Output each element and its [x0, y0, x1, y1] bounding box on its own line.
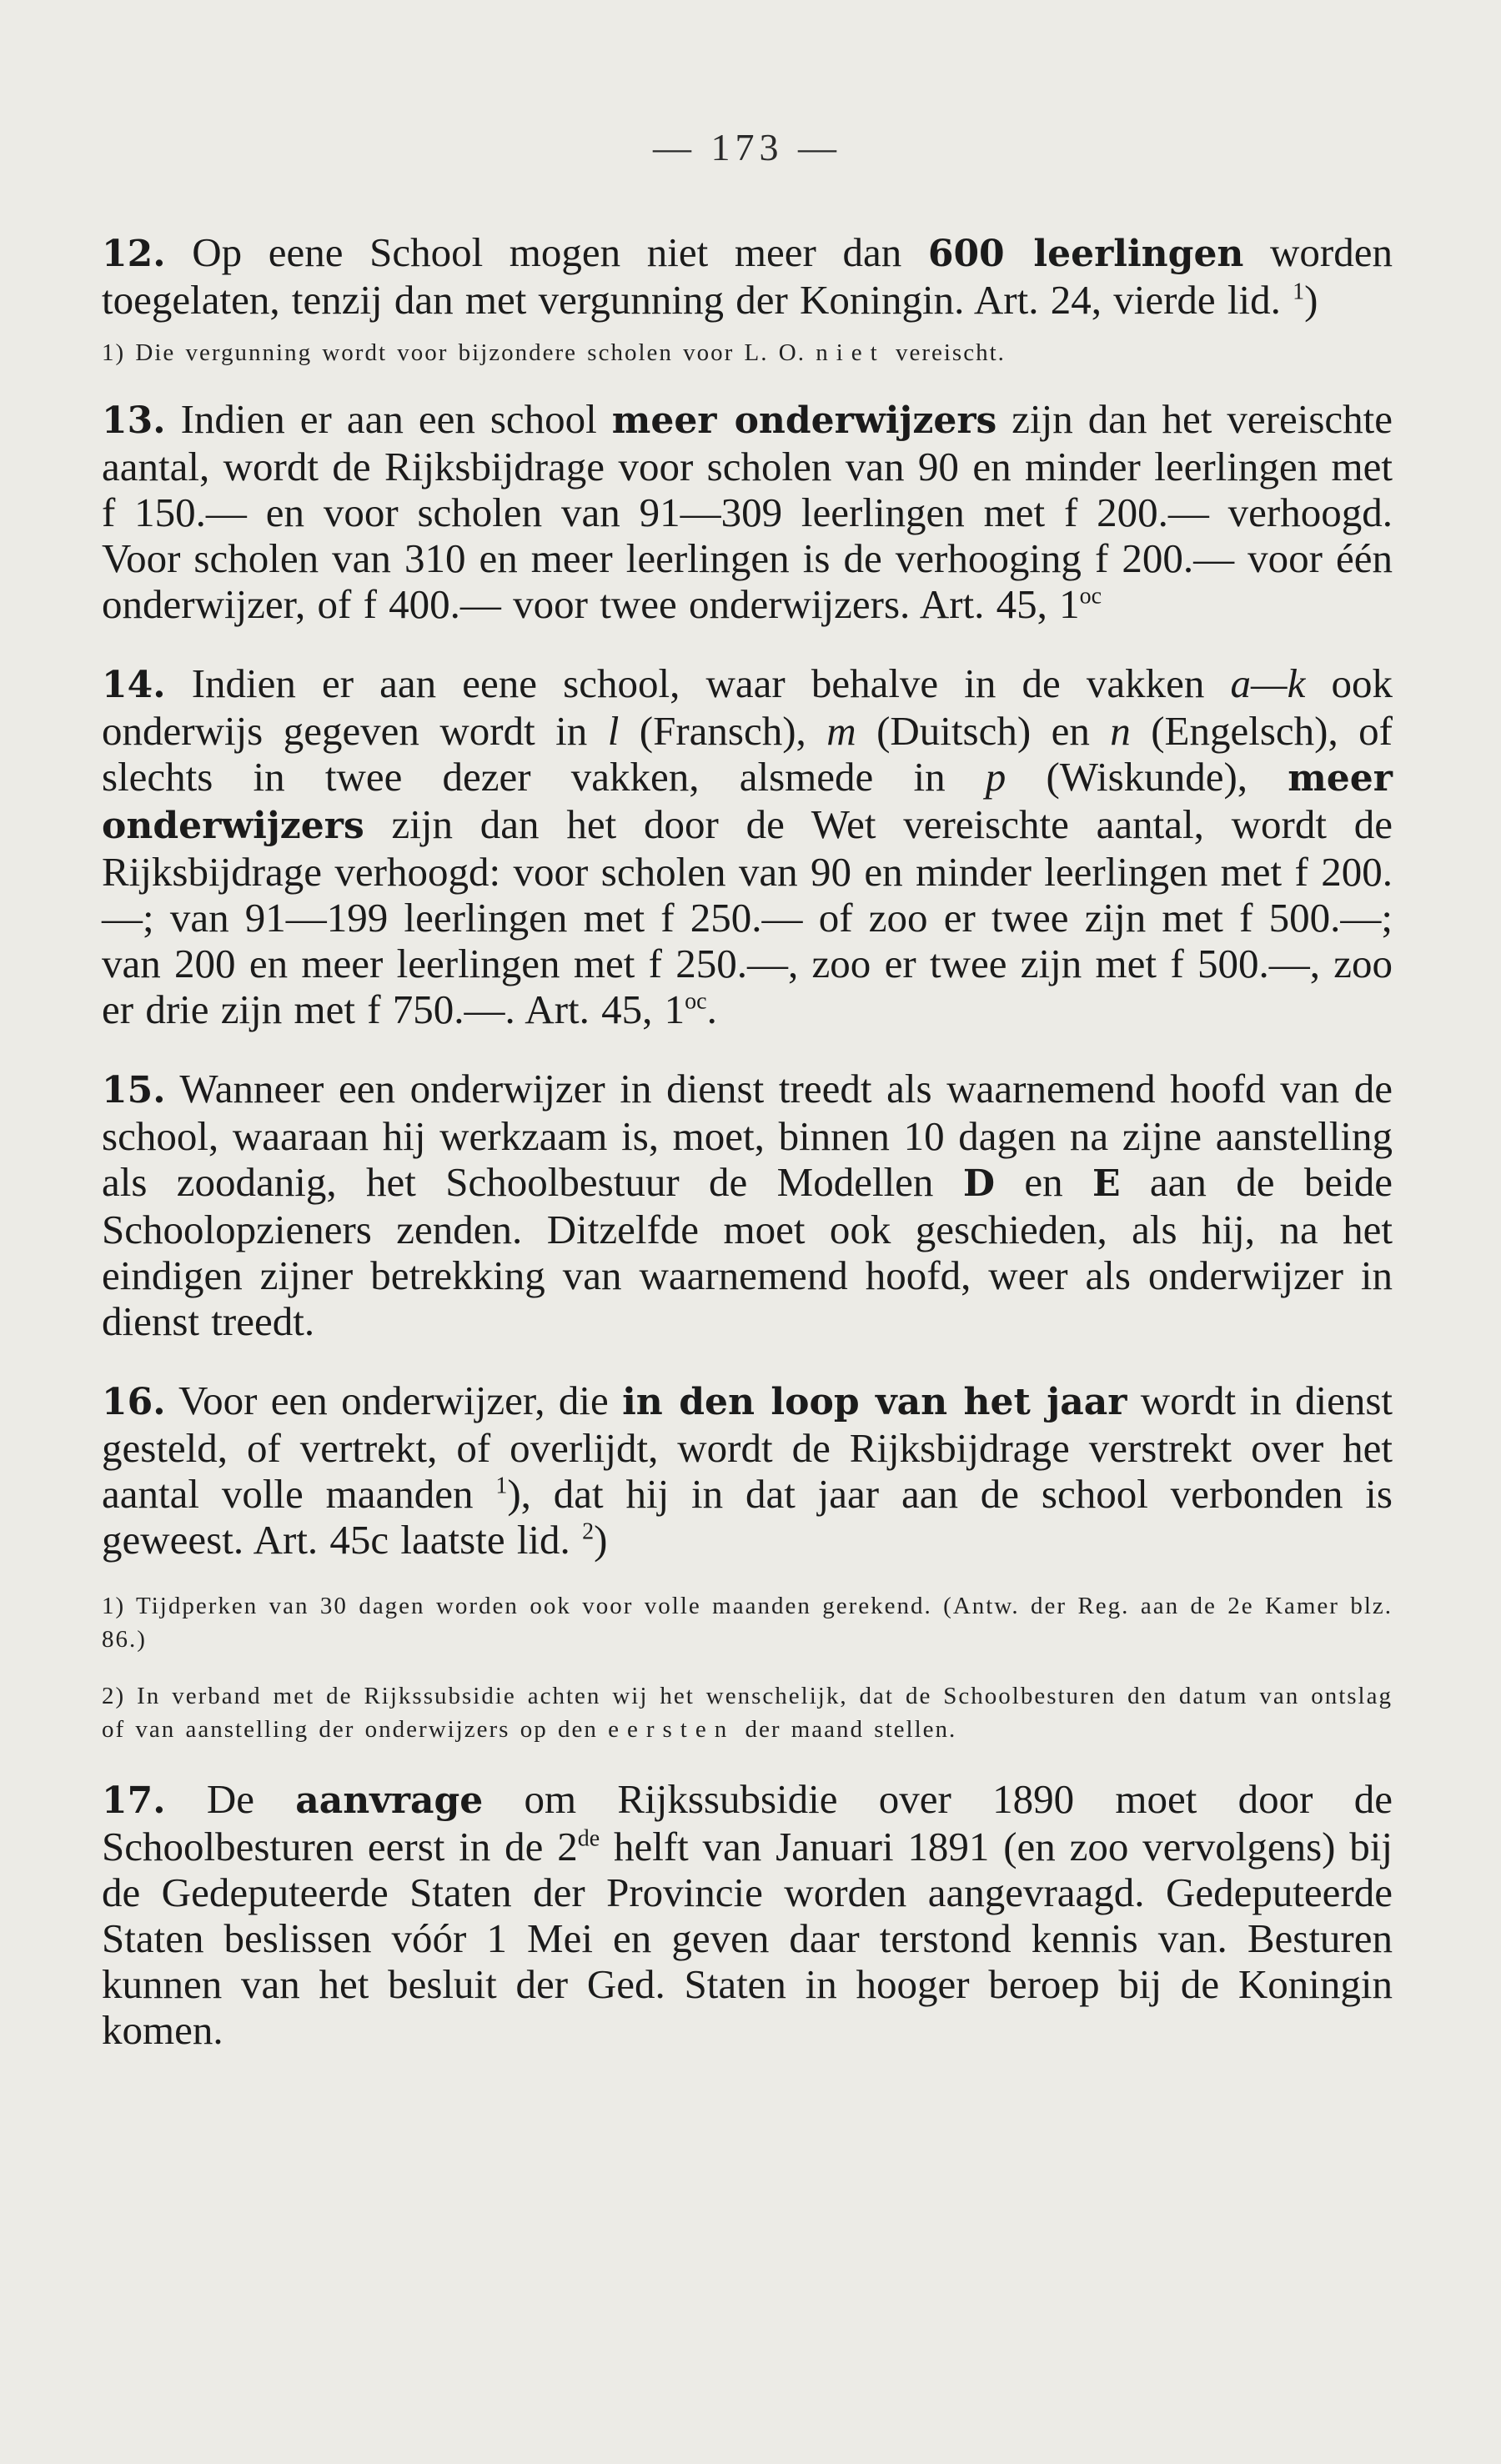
footnote-3 [102, 1679, 1393, 1746]
text: (Engelsch), of slechts in twee dezer vakken, alsmede in [102, 708, 1393, 800]
bold-text: meer onderwijzers [611, 399, 997, 442]
superscript: oc [685, 988, 707, 1015]
text: . [706, 986, 717, 1032]
text: om Rijkssubsidie over 1890 moet door de Schoolbesturen eerst in de 2 [102, 1776, 1393, 1869]
bold-text: meer onderwijzers [102, 757, 1393, 847]
bold-text: E [1092, 1162, 1121, 1205]
bold-text: in den loop van het jaar [622, 1381, 1127, 1423]
text: (Wiskunde), [1006, 754, 1288, 800]
text: worden toegelaten, tenzij dan met vergunning der Koningin. Art. 24, vierde lid. [102, 229, 1393, 323]
page-number: — 173 — [653, 126, 841, 168]
paragraph-16 [102, 1378, 1393, 1563]
text: Indien er aan eene school, waar behalve in de vakken [165, 660, 1231, 706]
text: der maand stellen. [735, 1716, 957, 1743]
text: helft van Januari 1891 (en zoo vervolgens) bij de Gedeputeerde Staten der Provincie worden aangevraagd. Gedeputeerde Staten beslissen vóór 1 Mei en geven daar terstond kennis van. Besturen kunnen van het besluit der Ged. Staten in hooger beroep bij de Koningin komen. [102, 1824, 1393, 2053]
text: ook onderwijs gegeven wordt in [102, 660, 1393, 754]
text: ) [594, 1517, 608, 1563]
paragraph-15 [102, 1066, 1393, 1344]
text: zijn dan het door de Wet vereischte aantal, wordt de Rijksbijdrage verhoogd: voor scholen van 90 en minder leerlingen met f 200.—; van 91—199 leerlingen met f 250.— of zoo er twee zijn met f 500.—; van 200 en meer leerlingen met f 250.—, zoo er twee zijn met f 500.—, zoo er drie zijn met f 750.—. Art. 45, 1 [102, 801, 1393, 1032]
text: Indien er aan een school [165, 396, 612, 442]
section-number: 15. [102, 1069, 166, 1112]
superscript: de [577, 1825, 600, 1852]
text: zijn dan het vereischte aantal, wordt de Rijksbijdrage voor scholen van 90 en minder leerlingen met f 150.— en voor scholen van 91—309 leerlingen met f 200.— verhoogd. Voor scholen van 310 en meer leerlingen is de verhooging f 200.— voor één onderwijzer, of f 400.— voor twee onderwijzers. Art. 45, 1 [102, 396, 1393, 627]
text: ), dat hij in dat jaar aan de school verbonden is geweest. Art. 45c laatste lid. [102, 1471, 1393, 1563]
text: ) [1304, 277, 1318, 323]
text: en [994, 1159, 1092, 1205]
paragraph-14 [102, 660, 1393, 1032]
bold-text: aanvrage [295, 1779, 484, 1822]
text: (Duitsch) en [856, 708, 1111, 754]
paragraph-13 [102, 396, 1393, 627]
text: 1) Die vergunning wordt voor bijzondere scholen voor L. O. [102, 339, 816, 366]
footnote-ref: 1 [495, 1473, 508, 1499]
italic-text: m [826, 708, 856, 754]
paragraph-17 [102, 1776, 1393, 2053]
footnote-ref: 1 [1293, 279, 1305, 305]
text: Voor een onderwijzer, die [165, 1378, 623, 1423]
text: 2) In verband met de Rijkssubsidie achten wij het wenschelijk, dat de Schoolbesturen den datum van ontslag of van aanstelling der onderwijzers op den [102, 1683, 1393, 1743]
italic-text: a—k [1230, 660, 1306, 706]
spaced-text: niet [816, 339, 886, 366]
section-number: 12. [102, 233, 166, 275]
footnote-1 [102, 336, 1393, 369]
spaced-text: eersten [608, 1716, 735, 1743]
italic-text: p [985, 754, 1007, 800]
superscript: oc [1079, 583, 1102, 610]
section-number: 17. [102, 1779, 166, 1822]
text: 1) Tijdperken van 30 dagen worden ook voor volle maanden gerekend. (Antw. der Reg. aan de 2e Kamer blz. 86.) [102, 1593, 1393, 1653]
paragraph-12 [102, 229, 1393, 323]
section-number: 13. [102, 399, 166, 442]
text: wordt in dienst gesteld, of vertrekt, of overlijdt, wordt de Rijksbijdrage verstrekt over het aantal volle maanden [102, 1378, 1393, 1517]
text: aan de beide Schoolopzieners zenden. Ditzelfde moet ook geschieden, als hij, na het eindigen zijner betrekking van waarnemend hoofd, weer als onderwijzer in dienst treedt. [102, 1159, 1393, 1344]
text: De [165, 1776, 296, 1822]
bold-text: D [962, 1162, 995, 1205]
section-number: 14. [102, 664, 166, 706]
italic-text: l [607, 708, 620, 754]
footnote-ref: 2 [582, 1518, 595, 1545]
footnote-2 [102, 1589, 1393, 1656]
italic-text: n [1110, 708, 1131, 754]
text: (Fransch), [619, 708, 827, 754]
section-number: 16. [102, 1381, 166, 1423]
bold-text: 600 leerlingen [927, 233, 1244, 275]
text: Op eene School mogen niet meer dan [165, 229, 928, 275]
text: Wanneer een onderwijzer in dienst treedt als waarnemend hoofd van de school, waaraan hij werkzaam is, moet, binnen 10 dagen na zijne aanstelling als zoodanig, het Schoolbestuur de Modellen [102, 1066, 1393, 1205]
text: vereischt. [885, 339, 1006, 366]
